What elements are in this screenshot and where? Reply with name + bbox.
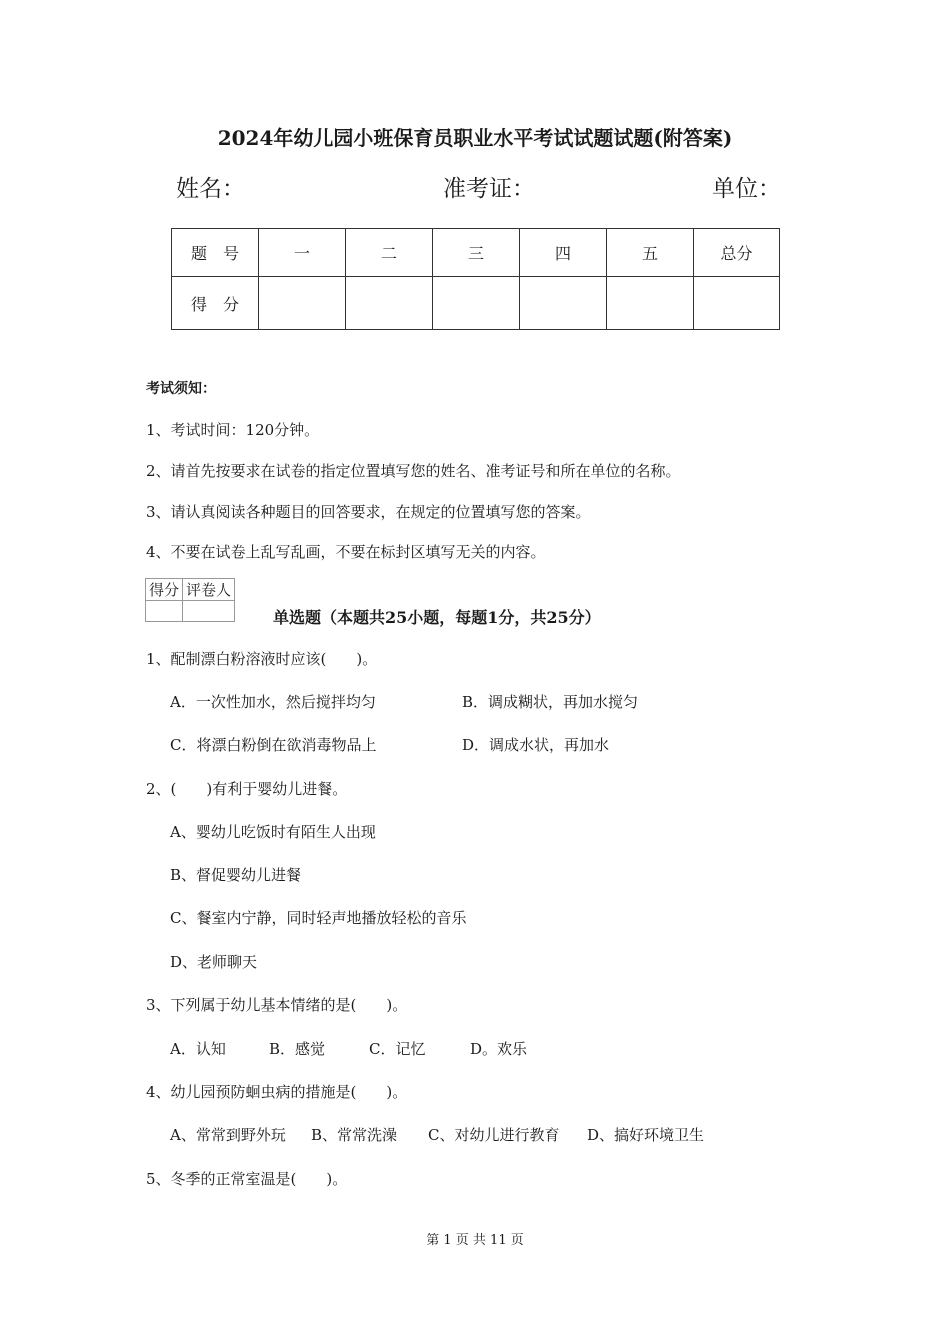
score-cell[interactable] bbox=[520, 277, 607, 330]
notice-heading: 考试须知： bbox=[146, 381, 216, 397]
score-cell[interactable] bbox=[346, 277, 433, 330]
score-table-header-cell: 四 bbox=[520, 229, 607, 277]
score-table-header-row bbox=[172, 229, 780, 277]
option-b[interactable]: B、督促婴幼儿进餐 bbox=[170, 866, 302, 884]
grader-score-label: 得分 bbox=[146, 579, 183, 601]
notice-item: 1、考试时间：120分钟。 bbox=[146, 421, 320, 439]
question-stem: 1、配制漂白粉溶液时应该( )。 bbox=[146, 650, 378, 668]
score-cell[interactable] bbox=[694, 277, 780, 330]
question-stem: 2、( )有利于婴幼儿进餐。 bbox=[146, 780, 348, 798]
score-table-header-cell: 二 bbox=[346, 229, 433, 277]
option-d[interactable]: D。欢乐 bbox=[470, 1040, 528, 1058]
page-title: 2024年幼儿园小班保育员职业水平考试试题试题(附答案) bbox=[217, 126, 733, 150]
score-table-header-cell: 五 bbox=[607, 229, 694, 277]
question-stem: 5、冬季的正常室温是( )。 bbox=[146, 1170, 348, 1188]
option-c[interactable]: C．将漂白粉倒在欲消毒物品上 bbox=[170, 736, 377, 754]
score-table bbox=[171, 228, 780, 330]
grader-reviewer-label: 评卷人 bbox=[183, 579, 235, 601]
question-stem: 4、幼儿园预防蛔虫病的措施是( )。 bbox=[146, 1083, 408, 1101]
page-footer: 第 1 页 共 11 页 bbox=[426, 1233, 524, 1248]
score-cell[interactable] bbox=[433, 277, 520, 330]
option-d[interactable]: D、老师聊天 bbox=[170, 953, 258, 971]
option-c[interactable]: C．记忆 bbox=[369, 1040, 426, 1058]
score-table-header-cell: 总分 bbox=[694, 229, 780, 277]
score-table-score-row bbox=[172, 277, 780, 330]
notice-item: 2、请首先按要求在试卷的指定位置填写您的姓名、准考证号和所在单位的名称。 bbox=[146, 462, 681, 480]
score-row-label: 得 分 bbox=[172, 277, 259, 330]
option-b[interactable]: B、常常洗澡 bbox=[311, 1126, 398, 1144]
option-b[interactable]: B．调成糊状，再加水搅匀 bbox=[462, 693, 639, 711]
option-a[interactable]: A、婴幼儿吃饭时有陌生人出现 bbox=[170, 823, 376, 841]
grader-reviewer-cell[interactable] bbox=[183, 601, 235, 622]
grader-box bbox=[145, 578, 235, 622]
exam-number-field-label: 准考证： bbox=[443, 176, 535, 202]
score-table-header-cell: 三 bbox=[433, 229, 520, 277]
option-a[interactable]: A、常常到野外玩 bbox=[170, 1126, 286, 1144]
score-cell[interactable] bbox=[607, 277, 694, 330]
section-title: 单选题（本题共25小题，每题1分，共25分） bbox=[273, 608, 601, 627]
score-cell[interactable] bbox=[259, 277, 346, 330]
name-field-label: 姓名： bbox=[176, 176, 245, 202]
option-a[interactable]: A．认知 bbox=[170, 1040, 226, 1058]
unit-field-label: 单位： bbox=[712, 176, 781, 202]
option-b[interactable]: B．感觉 bbox=[269, 1040, 326, 1058]
option-d[interactable]: D．调成水状，再加水 bbox=[462, 736, 610, 754]
score-table-header-cell: 题 号 bbox=[172, 229, 259, 277]
option-c[interactable]: C、餐室内宁静，同时轻声地播放轻松的音乐 bbox=[170, 909, 467, 927]
notice-item: 4、不要在试卷上乱写乱画，不要在标封区填写无关的内容。 bbox=[146, 543, 546, 561]
grader-score-cell[interactable] bbox=[146, 601, 183, 622]
option-d[interactable]: D、搞好环境卫生 bbox=[587, 1126, 705, 1144]
option-c[interactable]: C、对幼儿进行教育 bbox=[428, 1126, 560, 1144]
notice-item: 3、请认真阅读各种题目的回答要求，在规定的位置填写您的答案。 bbox=[146, 503, 591, 521]
question-stem: 3、下列属于幼儿基本情绪的是( )。 bbox=[146, 996, 408, 1014]
option-a[interactable]: A．一次性加水，然后搅拌均匀 bbox=[170, 693, 376, 711]
score-table-header-cell: 一 bbox=[259, 229, 346, 277]
